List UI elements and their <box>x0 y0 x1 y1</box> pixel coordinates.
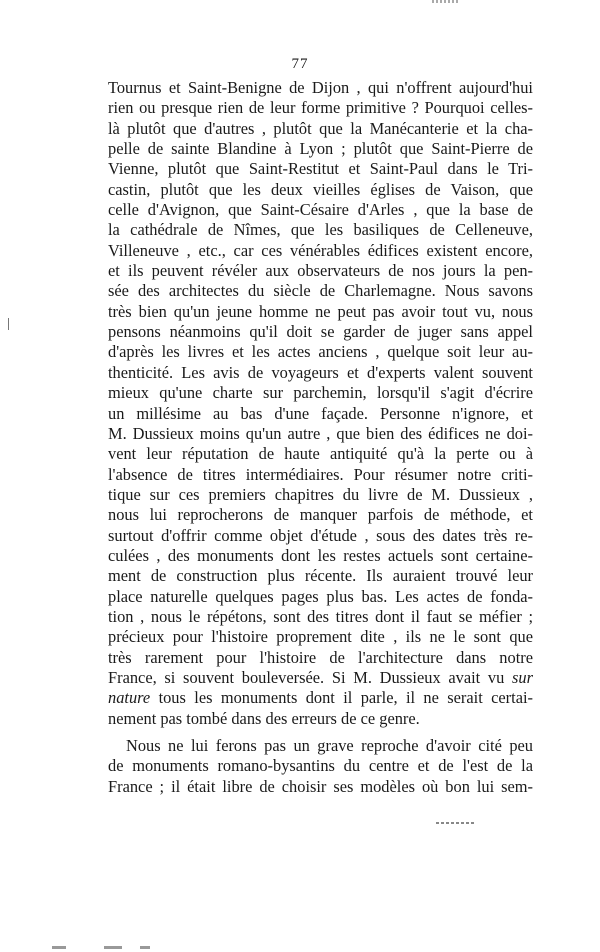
body-text <box>108 78 533 797</box>
italic-word: nature <box>108 688 151 708</box>
text-line: France ; il était libre de choisir ses modèles où bon lui sem- <box>108 776 533 796</box>
italic-word: sur <box>512 667 533 687</box>
text-segment: tous les monuments dont il parle, il ne serait certai- <box>150 688 533 708</box>
text-line: M. Dussieux moins qu'un autre , que bien des édifices ne doi- <box>108 423 533 443</box>
text-line: castin, plutôt que les deux vieilles églises de Vaison, que <box>108 179 533 199</box>
text-line: pelle de sainte Blandine à Lyon ; plutôt que Saint-Pierre de <box>108 139 533 159</box>
text-line: surtout d'offrir comme objet d'étude , sous des dates très re- <box>108 525 533 545</box>
text-line: et ils peuvent révéler aux observateurs de nos jours la pen- <box>108 261 533 281</box>
text-line: la cathédrale de Nîmes, que les basiliques de Celleneuve, <box>108 220 533 240</box>
text-line: thenticité. Les avis de voyageurs et d'experts valent souvent <box>108 362 533 382</box>
text-line: très rarement pour l'histoire de l'architecture dans notre <box>108 647 533 667</box>
text-line: culées , des monuments dont les restes actuels sont certaine- <box>108 545 533 565</box>
text-line-with-italic <box>108 688 533 708</box>
page-number: 77 <box>291 56 309 72</box>
text-line: tion , nous le répétons, sont des titres dont il faut se méfier ; <box>108 606 533 626</box>
text-line-with-italic <box>108 668 533 688</box>
text-line: place naturelle quelques pages plus bas. Les actes de fonda- <box>108 586 533 606</box>
paragraph-first-line: Nous ne lui ferons pas un grave reproche d'avoir cité peu <box>126 736 533 755</box>
catchword-mark <box>436 822 476 824</box>
text-line: vent leur réputation de haute antiquité qu'à la perte ou à <box>108 444 533 464</box>
text-line: celle d'Avignon, que Saint-Césaire d'Arles , que la base de <box>108 200 533 220</box>
text-line: là plutôt que d'autres , plutôt que la Manécanterie et la cha- <box>108 118 533 138</box>
text-segment: France, si souvent bouleversée. Si M. Dussieux avait vu <box>108 667 505 687</box>
text-line: l'absence de titres intermédiaires. Pour résumer notre criti- <box>108 464 533 484</box>
text-line: Tournus et Saint-Benigne de Dijon , qui n'offrent aujourd'hui <box>108 78 533 97</box>
text-line: rien ou presque rien de leur forme primitive ? Pourquoi celles- <box>108 98 533 118</box>
text-line: d'après les livres et les actes anciens , quelque soit leur au- <box>108 342 533 362</box>
text-line: très bien qu'un jeune homme ne peut pas avoir tout vu, nous <box>108 301 533 321</box>
margin-mark <box>8 318 9 330</box>
text-line: nous lui reprocherons de manquer parfois de méthode, et <box>108 505 533 525</box>
text-line: Vienne, plutôt que Saint-Restitut et Saint-Paul dans le Tri- <box>108 159 533 179</box>
text-line: précieux pour l'histoire proprement dite , ils ne le sont que <box>108 627 533 647</box>
bottom-edge-marks <box>0 944 600 952</box>
top-edge-mark <box>432 0 460 3</box>
text-line: mieux qu'une charte sur parchemin, lorsqu'il s'agit d'écrire <box>108 383 533 403</box>
text-line: sée des architectes du siècle de Charlemagne. Nous savons <box>108 281 533 301</box>
text-line: pensons néanmoins qu'il doit se garder de juger sans appel <box>108 322 533 342</box>
text-line: ment de construction plus récente. Ils auraient trouvé leur <box>108 566 533 586</box>
text-line: Villeneuve , etc., car ces vénérables édifices existent encore, <box>108 240 533 260</box>
text-line: un millésime au bas d'une façade. Personne n'ignore, et <box>108 403 533 423</box>
paragraph-last-line: nement pas tombé dans des erreurs de ce genre. <box>108 708 420 728</box>
text-line: tique sur ces premiers chapitres du livre de M. Dussieux , <box>108 484 533 504</box>
text-line: de monuments romano-bysantins du centre et de l'est de la <box>108 756 533 776</box>
